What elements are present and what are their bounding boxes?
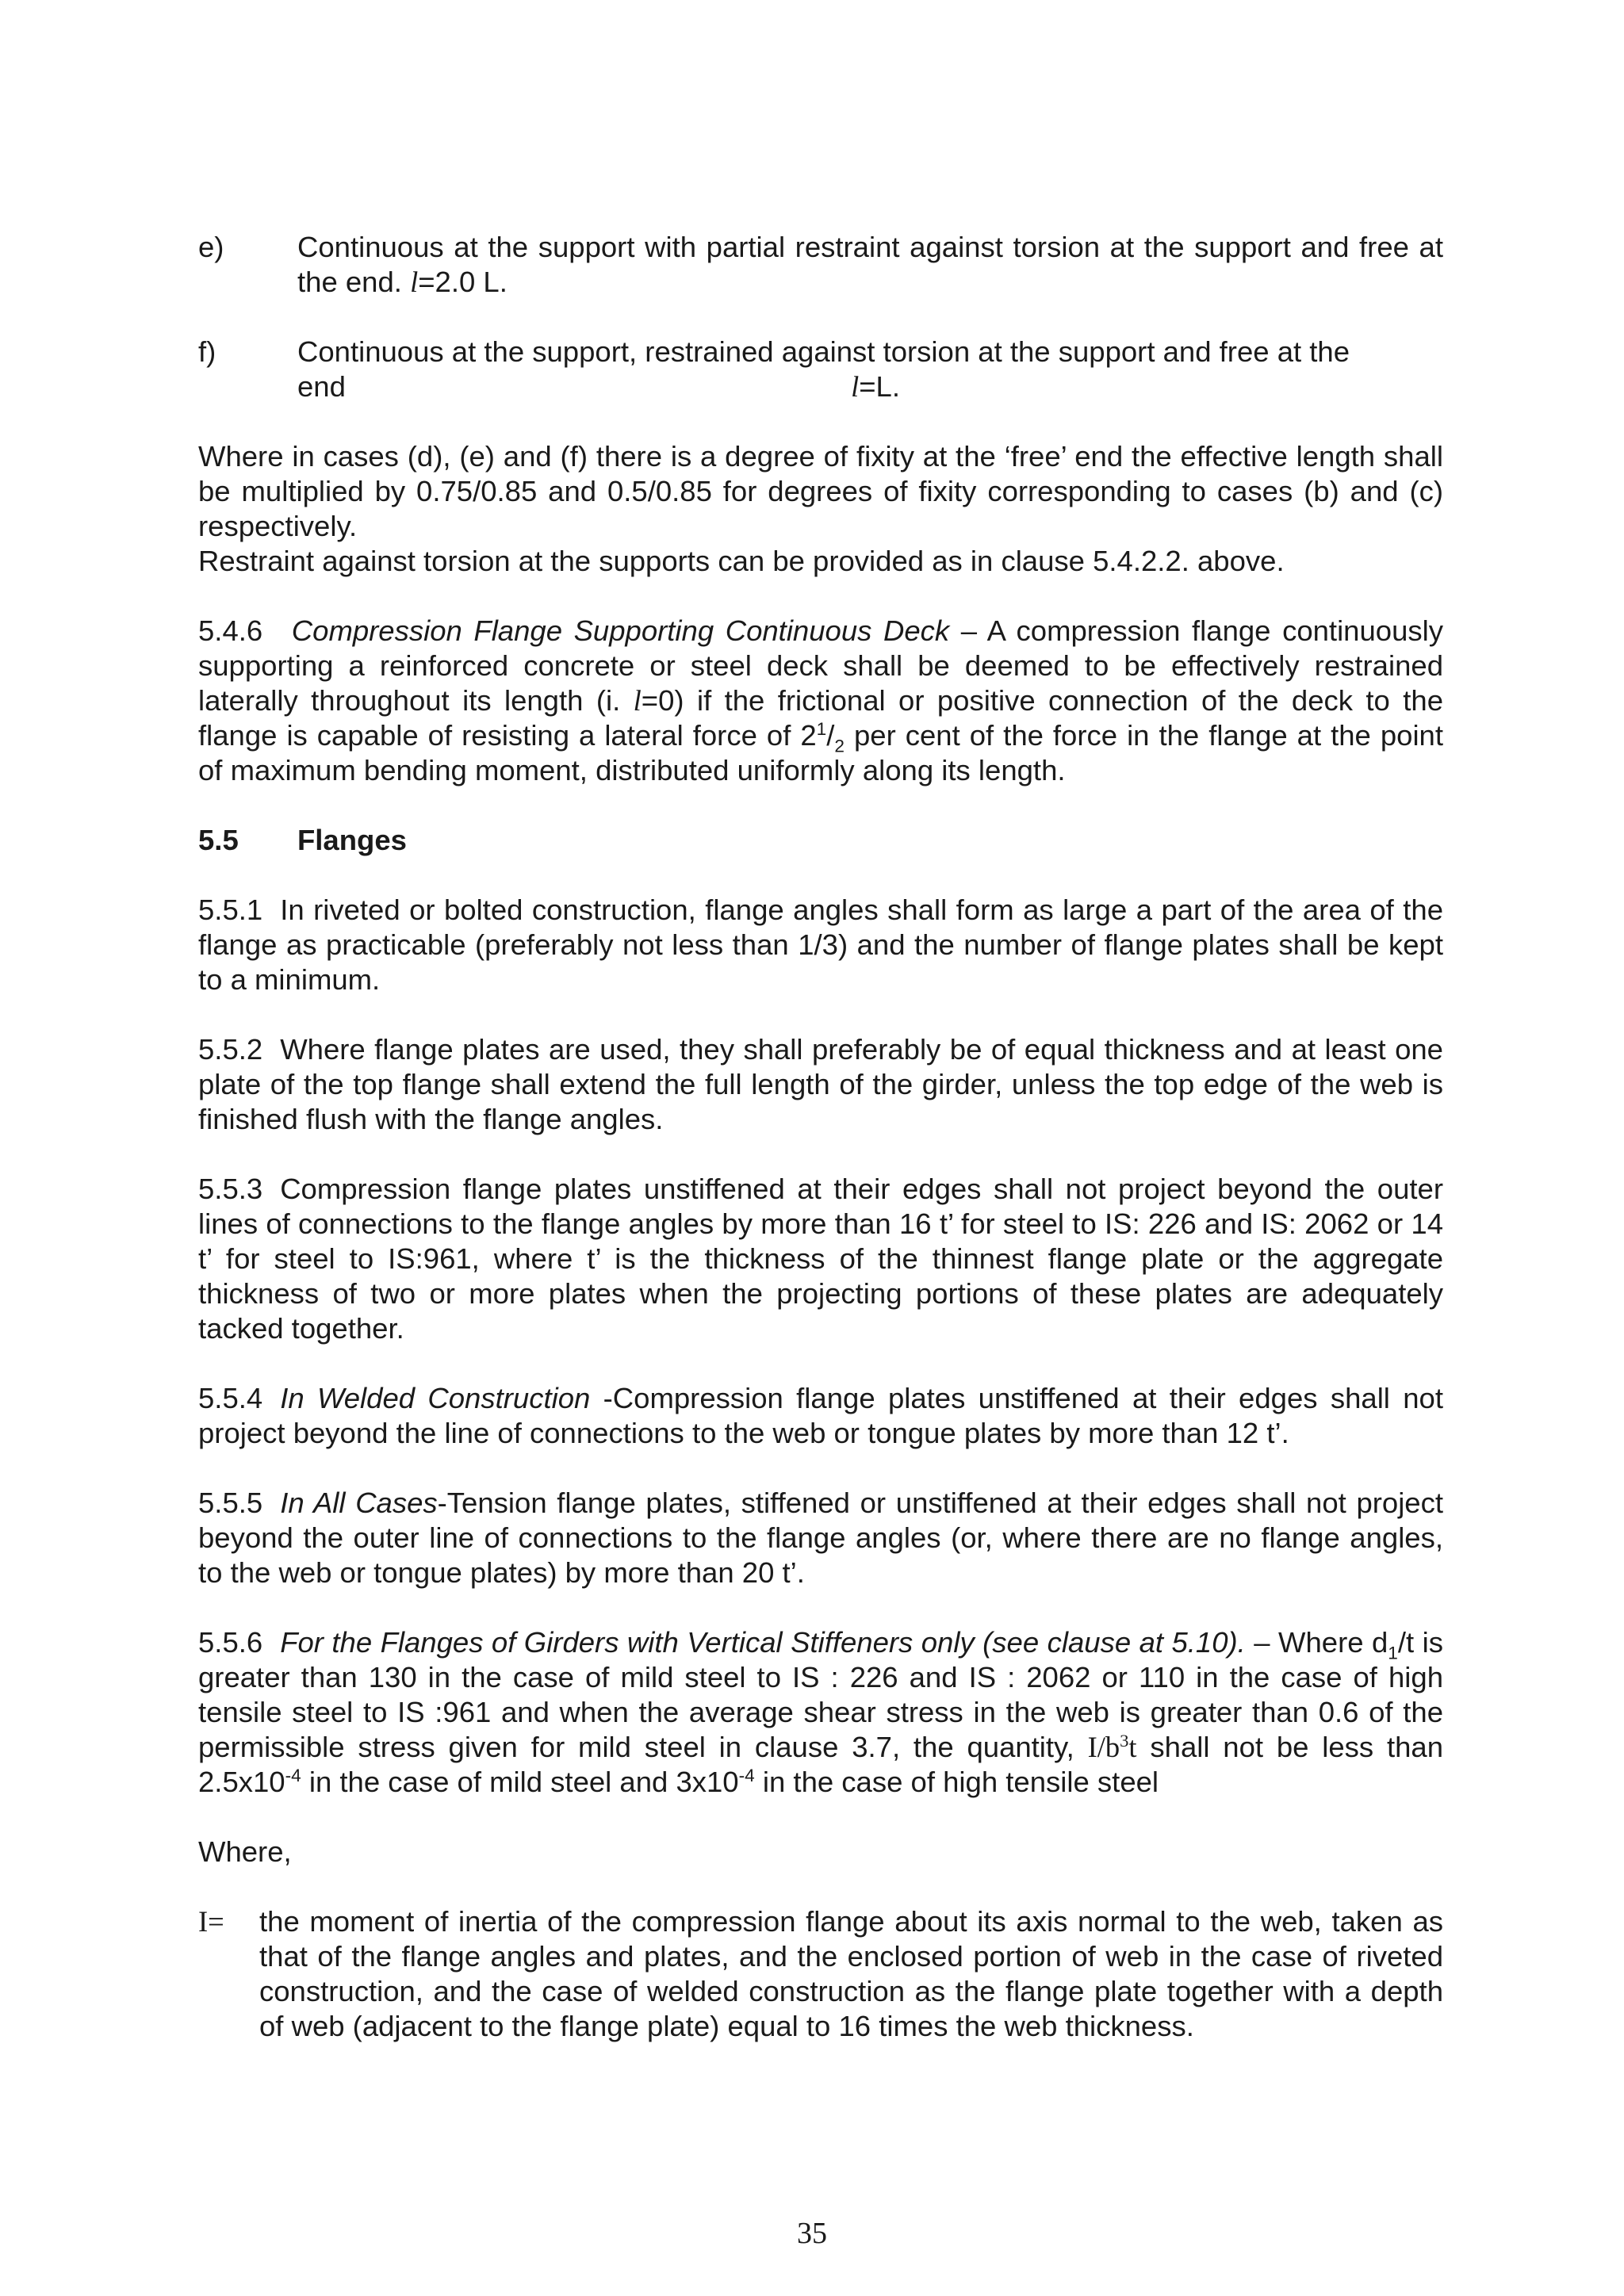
clause-5-5-4: 5.5.4 In Welded Construction -Compression flange plates unstiffened at their edges shall not project beyond the line of connections to the web or tongue plates by more than 12 t’. bbox=[198, 1382, 1443, 1449]
clause-5-5-2: 5.5.2 Where flange plates are used, they shall preferably be of equal thickness and at least one plate of the top flange shall extend the full length of the girder, unless the top edge of the web is finished flush with the flange angles. bbox=[198, 1033, 1443, 1135]
list-item-e bbox=[198, 230, 1443, 300]
effective-length-value: =L. bbox=[859, 370, 900, 403]
clause-number: 5.5.2 bbox=[198, 1033, 263, 1066]
list-item-text: Continuous at the support with partial restraint against torsion at the support and free at the end. l=2.0 L. bbox=[297, 231, 1443, 298]
section-title: Flanges bbox=[297, 824, 407, 856]
list-marker: f) bbox=[198, 335, 216, 368]
document-page bbox=[198, 230, 1443, 2044]
clause-number: 5.5.6 bbox=[198, 1626, 263, 1659]
clause-5-4-6: 5.4.6 Compression Flange Supporting Continuous Deck – A compression flange continuously supporting a reinforced concrete or steel deck shall be deemed to be effectively restrained laterally throughout its length (i. l=0) if the frictional or positive connection of the deck to the flange is capable of resisting a lateral force of $2^1/_2$ per cent of the force in the flange at the point of maximum bending moment, distributed uniformly along its length. bbox=[198, 614, 1443, 786]
effective-length-value: =2.0 L. bbox=[418, 266, 508, 298]
clause-number: 5.5.4 bbox=[198, 1382, 263, 1414]
definition-text: the moment of inertia of the compression flange about its axis normal to the web, taken as that of the flange angles and plates, and the enclosed portion of web in the case of riveted construction, and the case of welded construction as the flange plate together with a depth of web (adjacent to the flange plate) equal to 16 times the web thickness. bbox=[259, 1905, 1443, 2042]
list-marker: e) bbox=[198, 231, 224, 263]
paragraph-restraint: Restraint against torsion at the supports can be provided as in clause 5.4.2.2. above. bbox=[198, 545, 1285, 577]
list-item-f bbox=[198, 335, 1443, 404]
where-label: Where, bbox=[198, 1835, 292, 1868]
effective-length-symbol: l bbox=[851, 370, 860, 403]
clause-title: In All Cases bbox=[280, 1487, 438, 1519]
clause-title: For the Flanges of Girders with Vertical Stiffeners only (see clause at 5.10). bbox=[280, 1626, 1246, 1659]
paragraph-fixity: Where in cases (d), (e) and (f) there is a degree of fixity at the ‘free’ end the effective length shall be multiplied by 0.75/0.85 and 0.5/0.85 for degrees of fixity corresponding to cases (b) and (c) respectively. bbox=[198, 440, 1443, 542]
definition-I bbox=[198, 1904, 1443, 2044]
section-heading-5-5 bbox=[198, 823, 1443, 858]
clause-5-5-6: 5.5.6 For the Flanges of Girders with Vertical Stiffeners only (see clause at 5.10). – Where $d_1/t$ is greater than 130 in the case of mild steel to IS : 226 and IS : 2062 or 110 in the case of high tensile steel to IS :961 and when the average shear stress in the web is greater than 0.6 of the permissible stress given for mild steel in clause 3.7, the quantity, $I/b^3t$ shall not be less than $2.5x10^{-4}$ in the case of mild steel and $3x10^{-4}$ in the case of high tensile steel bbox=[198, 1626, 1443, 1798]
clause-5-5-5: 5.5.5 In All Cases-Tension flange plates, stiffened or unstiffened at their edges shall not project beyond the outer line of connections to the flange angles (or, where there are no flange angles, to the web or tongue plates) by more than 20 t’. bbox=[198, 1487, 1444, 1589]
page-number: 35 bbox=[797, 2217, 827, 2250]
list-item-text: Continuous at the support, restrained against torsion at the support and free at the end l=L. bbox=[297, 335, 1350, 403]
clause-number: 5.4.6 bbox=[198, 614, 263, 647]
clause-title: In Welded Construction bbox=[280, 1382, 591, 1414]
clause-title: Compression Flange Supporting Continuous Deck bbox=[291, 614, 950, 647]
section-number: 5.5 bbox=[198, 824, 239, 856]
clause-5-5-3: 5.5.3 Compression flange plates unstiffened at their edges shall not project beyond the outer lines of connections to the flange angles by more than 16 t’ for steel to IS: 226 and IS: 2062 or 14 t’ for steel to IS:961, where t’ is the thickness of the thinnest flange plate or the aggregate thickness of two or more plates when the projecting portions of these plates are adequately tacked together. bbox=[198, 1173, 1443, 1345]
effective-length-symbol: l bbox=[633, 684, 642, 717]
clause-number: 5.5.1 bbox=[198, 894, 263, 926]
clause-5-5-1: 5.5.1 In riveted or bolted construction, flange angles shall form as large a part of the area of the flange as practicable (preferably not less than 1/3) and the number of flange plates shall be kept to a minimum. bbox=[198, 894, 1443, 996]
quantity-expression: $I/b^3t$ bbox=[1087, 1730, 1137, 1763]
clause-number: 5.5.3 bbox=[198, 1173, 263, 1205]
clause-number: 5.5.5 bbox=[198, 1487, 263, 1519]
definition-symbol: I= bbox=[198, 1905, 224, 1938]
effective-length-symbol: l bbox=[410, 266, 419, 298]
